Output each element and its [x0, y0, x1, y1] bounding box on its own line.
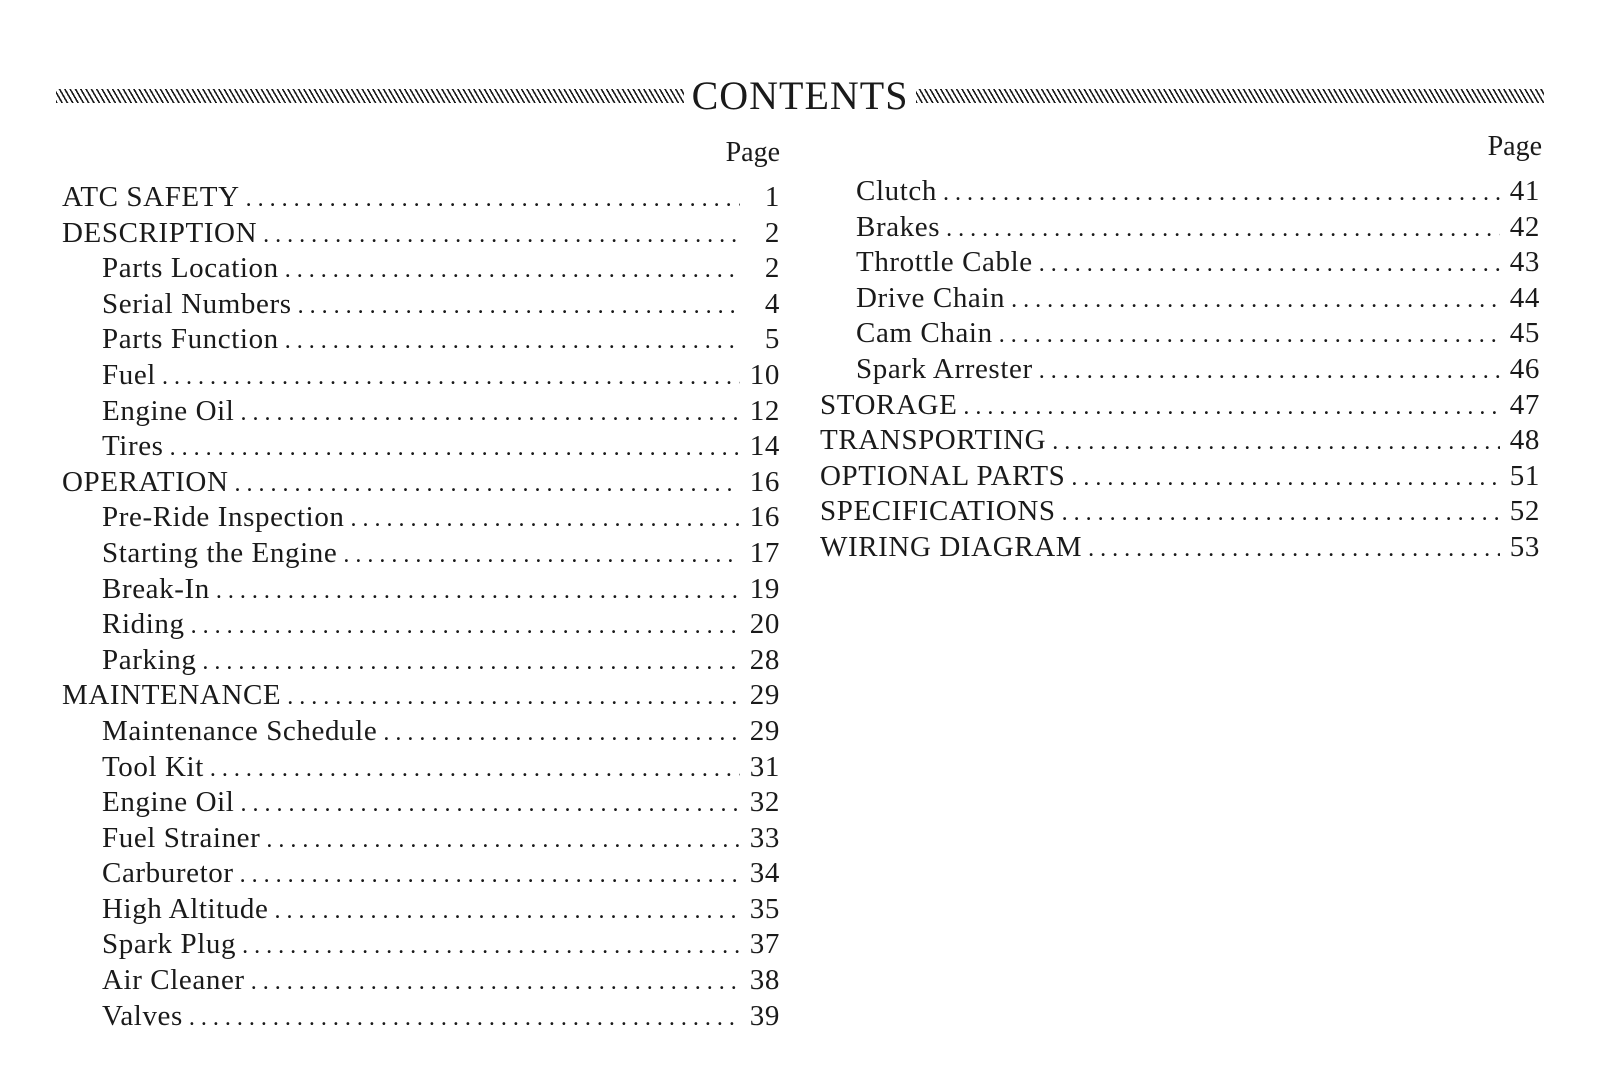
- toc-entry-label: Serial Numbers: [102, 287, 292, 320]
- page-column-heading-right: Page: [1487, 131, 1542, 162]
- dot-leader: [946, 212, 1500, 246]
- toc-entry-page: 28: [749, 643, 780, 676]
- toc-entry-label: Fuel Strainer: [102, 821, 261, 854]
- toc-entry-label: Maintenance Schedule: [102, 714, 378, 747]
- toc-entry: [820, 388, 1540, 424]
- toc-entry-label: Starting the Engine: [102, 536, 338, 569]
- toc-entry-page: 48: [1509, 424, 1540, 457]
- toc-entry-label: Riding: [102, 608, 185, 641]
- toc-entry: [62, 999, 780, 1035]
- toc-entry-label: High Altitude: [102, 892, 269, 925]
- dot-leader: [343, 538, 740, 572]
- toc-entry: [62, 714, 780, 750]
- toc-entry-label: Parts Location: [102, 252, 279, 285]
- toc-entry-page: 39: [749, 999, 780, 1032]
- toc-column-right: [820, 174, 1540, 566]
- dot-leader: [963, 390, 1500, 424]
- toc-entry-page: 31: [749, 750, 780, 783]
- toc-list-right: [820, 174, 1540, 566]
- dot-leader: [266, 823, 740, 857]
- toc-entry-page: 51: [1509, 459, 1540, 492]
- toc-column-left: [62, 180, 780, 1034]
- dot-leader: [240, 396, 740, 430]
- toc-entry-page: 16: [749, 501, 780, 534]
- toc-entry-label: TRANSPORTING: [820, 424, 1047, 457]
- toc-entry: [820, 174, 1540, 210]
- dot-leader: [170, 431, 740, 465]
- toc-entry-label: Air Cleaner: [102, 964, 245, 997]
- toc-entry-page: 19: [749, 572, 780, 605]
- dot-leader: [235, 467, 740, 501]
- toc-entry-label: Cam Chain: [856, 317, 993, 350]
- dot-leader: [285, 253, 740, 287]
- toc-entry-page: 42: [1509, 210, 1540, 243]
- dot-leader: [242, 929, 740, 963]
- toc-entry-page: 53: [1509, 530, 1540, 563]
- toc-entry: [62, 429, 780, 465]
- toc-entry-page: 4: [764, 287, 780, 320]
- toc-entry: [62, 963, 780, 999]
- toc-entry-label: OPTIONAL PARTS: [820, 459, 1066, 492]
- page-title: CONTENTS: [691, 73, 909, 118]
- toc-entry-label: Valves: [102, 999, 183, 1032]
- toc-entry-page: 43: [1509, 246, 1540, 279]
- toc-entry: [62, 750, 780, 786]
- toc-entry: [62, 927, 780, 963]
- dot-leader: [251, 965, 740, 999]
- dot-leader: [1011, 283, 1500, 317]
- toc-entry-page: 46: [1509, 352, 1540, 385]
- dot-leader: [240, 858, 740, 892]
- hatch-rule-left: [56, 89, 684, 103]
- toc-entry-page: 20: [749, 608, 780, 641]
- toc-entry-page: 47: [1509, 388, 1540, 421]
- dot-leader: [216, 574, 740, 608]
- toc-entry-label: Parts Function: [102, 323, 279, 356]
- toc-entry: [820, 210, 1540, 246]
- toc-entry-page: 41: [1509, 175, 1540, 207]
- toc-entry: [62, 358, 780, 394]
- toc-entry-label: OPERATION: [62, 465, 229, 498]
- toc-entry-page: 44: [1509, 281, 1540, 314]
- toc-entry-label: DESCRIPTION: [62, 216, 258, 249]
- toc-entry-page: 34: [749, 857, 780, 890]
- dot-leader: [263, 218, 740, 252]
- toc-entry-label: ATC SAFETY: [62, 181, 240, 213]
- dot-leader: [191, 609, 740, 643]
- dot-leader: [383, 716, 740, 750]
- toc-entry: [62, 856, 780, 892]
- toc-entry: [62, 287, 780, 323]
- toc-entry-page: 2: [764, 216, 780, 249]
- toc-entry-page: 29: [749, 714, 780, 747]
- toc-entry: [820, 352, 1540, 388]
- toc-entry-page: 35: [749, 892, 780, 925]
- toc-entry-page: 5: [764, 323, 780, 356]
- toc-entry-label: Throttle Cable: [856, 246, 1033, 279]
- toc-entry-page: 29: [749, 679, 780, 712]
- hatch-rule-right: [916, 89, 1544, 103]
- toc-entry-page: 33: [749, 821, 780, 854]
- toc-entry-page: 2: [764, 252, 780, 285]
- toc-entry-page: 12: [749, 394, 780, 427]
- toc-entry: [820, 245, 1540, 281]
- toc-entry-page: 1: [764, 181, 780, 213]
- dot-leader: [298, 289, 740, 323]
- toc-entry-page: 14: [749, 430, 780, 463]
- toc-entry-label: Tool Kit: [102, 750, 204, 783]
- toc-entry: [62, 785, 780, 821]
- toc-entry: [62, 500, 780, 536]
- dot-leader: [1039, 354, 1500, 388]
- dot-leader: [351, 502, 740, 536]
- dot-leader: [162, 360, 740, 394]
- dot-leader: [275, 894, 741, 928]
- toc-entry-label: STORAGE: [820, 388, 958, 421]
- dot-leader: [1062, 496, 1500, 530]
- toc-entry-page: 16: [749, 465, 780, 498]
- toc-entry-page: 52: [1509, 495, 1540, 528]
- toc-entry-page: 38: [749, 964, 780, 997]
- toc-entry-label: Spark Arrester: [856, 352, 1033, 385]
- dot-leader: [287, 680, 740, 714]
- toc-entry-page: 32: [749, 786, 780, 819]
- dot-leader: [285, 324, 740, 358]
- toc-entry-label: Break-In: [102, 572, 210, 605]
- toc-entry: [62, 821, 780, 857]
- dot-leader: [210, 752, 740, 786]
- dot-leader: [1071, 461, 1500, 495]
- dot-leader: [1088, 532, 1500, 566]
- dot-leader: [202, 645, 740, 679]
- toc-entry-label: WIRING DIAGRAM: [820, 530, 1083, 563]
- toc-entry-label: Drive Chain: [856, 281, 1006, 314]
- toc-entry-label: Clutch: [856, 175, 937, 207]
- toc-entry: [62, 892, 780, 928]
- dot-leader: [943, 176, 1500, 210]
- toc-entry: [62, 394, 780, 430]
- page-column-heading-left: Page: [725, 137, 780, 168]
- toc-entry: [62, 643, 780, 679]
- toc-entry-label: MAINTENANCE: [62, 679, 282, 712]
- toc-entry-label: Fuel: [102, 358, 156, 391]
- toc-entry-page: 17: [749, 536, 780, 569]
- contents-header: [56, 70, 1544, 122]
- dot-leader: [189, 1001, 740, 1035]
- toc-entry: [62, 216, 780, 252]
- toc-entry: [820, 316, 1540, 352]
- toc-entry-page: 37: [749, 928, 780, 961]
- toc-entry-label: Pre-Ride Inspection: [102, 501, 345, 534]
- toc-entry-page: 10: [749, 358, 780, 391]
- toc-entry: [62, 251, 780, 287]
- toc-entry-label: Engine Oil: [102, 786, 235, 819]
- toc-entry: [820, 494, 1540, 530]
- toc-entry: [62, 572, 780, 608]
- toc-entry: [62, 536, 780, 572]
- toc-entry-label: Parking: [102, 643, 197, 676]
- toc-entry: [62, 322, 780, 358]
- toc-entry-label: Carburetor: [102, 857, 234, 890]
- toc-entry-page: 45: [1509, 317, 1540, 350]
- toc-entry: [62, 678, 780, 714]
- toc-entry: [820, 423, 1540, 459]
- toc-entry: [62, 607, 780, 643]
- dot-leader: [999, 318, 1500, 352]
- toc-entry-label: Engine Oil: [102, 394, 235, 427]
- toc-entry-label: Brakes: [856, 210, 941, 243]
- dot-leader: [246, 182, 740, 216]
- dot-leader: [1039, 247, 1500, 281]
- toc-entry-label: Spark Plug: [102, 928, 237, 961]
- toc-entry: [62, 465, 780, 501]
- toc-entry-label: SPECIFICATIONS: [820, 495, 1056, 528]
- toc-entry: [62, 180, 780, 216]
- dot-leader: [1052, 425, 1500, 459]
- toc-list-left: [62, 180, 780, 1034]
- toc-entry-label: Tires: [102, 430, 164, 463]
- dot-leader: [240, 787, 740, 821]
- toc-entry: [820, 530, 1540, 566]
- toc-entry: [820, 459, 1540, 495]
- toc-entry: [820, 281, 1540, 317]
